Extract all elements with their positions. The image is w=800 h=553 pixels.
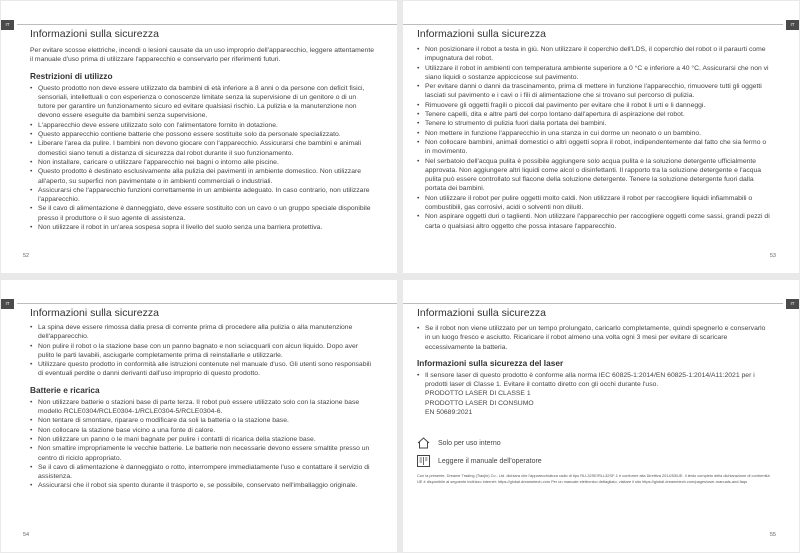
page-54 — [1, 280, 397, 552]
section-heading: Batterie e ricarica — [30, 384, 100, 395]
list-item: • Questo apparecchio contiene batterie che possono essere sostituite solo da personale specializzato. — [30, 130, 375, 139]
page-title: Informazioni sulla sicurezza — [30, 28, 159, 40]
list-item: • Tenere capelli, dita e altre parti del corpo lontano dall'apertura di aspirazione del robot. — [417, 110, 772, 119]
list-item: • Questo prodotto non deve essere utilizzato da bambini di età inferiore a 8 anni o da persone con deficit fisici, sensoriali, intellettuali o con esperienza o conoscenze limitate senza la supervisione di un genitore o di un tutore per garantire un funzionamento sicuro ed evitare qualsiasi rischio. La pulizia e la manutenzione non devono essere eseguite da bambini senza supervisione. — [30, 84, 375, 121]
page-body — [30, 323, 375, 491]
section-heading: Restrizioni di utilizzo — [30, 70, 113, 81]
page-number: 55 — [769, 532, 776, 538]
section-heading: Informazioni sulla sicurezza del laser — [417, 357, 564, 368]
language-tab: IT — [1, 299, 14, 309]
page-number: 52 — [23, 253, 30, 259]
laser-standard-line: EN 50689:2021 — [425, 409, 473, 417]
bullet-list — [417, 371, 772, 390]
list-item: • Non installare, caricare o utilizzare l'apparecchio nei bagni o intorno alle piscine. — [30, 158, 375, 167]
page-body — [30, 46, 375, 232]
list-item: • Non collocare bambini, animali domestici o altri oggetti sopra il robot, indipendentemente dal fatto che sia fermo o in movimento. — [417, 138, 772, 157]
laser-consumer-line: PRODOTTO LASER DI CONSUMO — [425, 399, 534, 407]
list-item: • Non smaltire impropriamente le vecchie batterie. Le batterie non necessarie devono essere smaltite presso un centro di riciclo appropriato. — [30, 444, 375, 463]
page-number: 53 — [769, 253, 776, 259]
laser-class-line: PRODOTTO LASER DI CLASSE 1 — [425, 390, 531, 398]
language-tab: IT — [1, 20, 14, 30]
list-item: • Rimuovere gli oggetti fragili o piccoli dal pavimento per evitare che il robot li urti e li danneggi. — [417, 101, 772, 110]
page-title: Informazioni sulla sicurezza — [417, 28, 546, 40]
language-tab: IT — [786, 20, 799, 30]
list-item: • Non posizionare il robot a testa in giù. Non utilizzare il coperchio dell'LDS, il coperchio del robot o il paraurti come impugnatura del robot. — [417, 45, 772, 64]
language-tab: IT — [786, 299, 799, 309]
header-rule — [17, 24, 397, 25]
bullet-list — [417, 324, 772, 352]
list-item: • Nel serbatoio dell'acqua pulita è possibile aggiungere solo acqua pulita e la soluzione detergente ufficialmente approvata. Non aggiungere altri liquidi come alcol o disinfettanti. Il rapporto tra la soluzione detergente e l'acqua pulita può essere controllato sul flacone della soluzione detergente. Tenere la soluzione detergente fuori dalla portata dei bambini. — [417, 157, 772, 194]
list-item: • L'apparecchio deve essere utilizzato solo con l'alimentatore fornito in dotazione. — [30, 121, 375, 130]
list-item: • Se il cavo di alimentazione è danneggiato, deve essere sostituito con un cavo o un gruppo speciale disponibile presso il produttore o il suo agente di assistenza. — [30, 204, 375, 223]
list-item: • Non tentare di smontare, riparare o modificare da soli la batteria o la stazione base. — [30, 416, 375, 425]
page-body — [417, 45, 772, 231]
list-item: • Non utilizzare il robot in un'area sospesa sopra il livello del suolo senza una barriera protettiva. — [30, 223, 375, 232]
indoor-use-label: Solo per uso interno — [438, 439, 501, 447]
list-item: • Questo prodotto è destinato esclusivamente alla pulizia dei pavimenti in ambiente domestico. Non utilizzare all'aperto, su superfici non pavimentate o in ambienti commerciali o industriali. — [30, 167, 375, 186]
list-item: • Assicurarsi che l'apparecchio funzioni correttamente in un ambiente adeguato. In caso contrario, non utilizzare l'apparecchio. — [30, 186, 375, 205]
list-item: • Per evitare danni o danni da trascinamento, prima di mettere in funzione l'apparecchio, rimuovere tutti gli oggetti lasciati sul pavimento e i cavi o i fili di alimentazione che si trovano sul percorso di pulizia. — [417, 82, 772, 101]
page-title: Informazioni sulla sicurezza — [30, 307, 159, 319]
list-item: • Non mettere in funzione l'apparecchio in una stanza in cui dorme un neonato o un bambino. — [417, 129, 772, 138]
read-manual-row — [417, 455, 772, 467]
page-52 — [1, 1, 397, 273]
list-item: • Assicurarsi che il robot sia spento durante il trasporto e, se possibile, conservato nell'imballaggio originale. — [30, 481, 375, 490]
list-item: • Se il robot non viene utilizzato per un tempo prolungato, caricarlo completamente, quindi spegnerlo e conservarlo in un luogo fresco e asciutto. Ricaricare il robot almeno una volta ogni 3 mesi per evitare di scaricare eccessivamente la batteria. — [417, 324, 772, 352]
list-item: • Utilizzare il robot in ambienti con temperatura ambiente superiore a 0 °C e inferiore a 40 °C. Assicurarsi che non vi siano liquidi o sostanze appiccicose sul pavimento. — [417, 64, 772, 83]
list-item: • Liberare l'area da pulire. I bambini non devono giocare con l'apparecchio. Assicurarsi che bambini e animali domestici siano tenuti a distanza di sicurezza dal robot durante il suo funzionamento. — [30, 139, 375, 158]
page-title: Informazioni sulla sicurezza — [417, 307, 546, 319]
list-item: • Il sensore laser di questo prodotto è conforme alla norma IEC 60825-1:2014/EN 60825-1:2014/A11:2021 per i prodotti laser di Classe 1. Evitare il contatto diretto con gli occhi durante l'uso. — [417, 371, 772, 390]
header-rule — [17, 303, 397, 304]
bullet-list — [30, 323, 375, 379]
list-item: • Utilizzare questo prodotto in conformità alle istruzioni contenute nel manuale d'uso. Gli utenti sono responsabili di eventuali perdite o danni derivanti dall'uso improprio di questo prodotto. — [30, 360, 375, 379]
page-number: 54 — [23, 532, 30, 538]
header-rule — [403, 303, 783, 304]
list-item: • Non aspirare oggetti duri o taglienti. Non utilizzare l'apparecchio per raccogliere oggetti come sassi, grandi pezzi di carta o qualsiasi altro oggetto che possa intasare l'apparecchio. — [417, 212, 772, 231]
list-item: • La spina deve essere rimossa dalla presa di corrente prima di procedere alla pulizia o alla manutenzione dell'apparecchio. — [30, 323, 375, 342]
list-item: • Non utilizzare batterie o stazioni base di parte terza. Il robot può essere utilizzato solo con la stazione base modello RCLE0304/RCLE0304-1/RCLE0304-5/RCLE0304-6. — [30, 398, 375, 417]
legal-notice: Con la presente, Dreame Trading (Tianjin) Co., Ltd. dichiara che l'apparecchiatura radio di tipo RLL32SE/RLL32SF-1 è conforme alla Direttiva 2014/53/UE. Il testo completo della dichiarazione di conformità UE è disponibile al seguente indirizzo internet: https://global.dreametech.com Per un manuale elettronico dettagliato, visitare il sito https://global.dreametech.com/pages/user-manuals-and-faqs — [417, 473, 770, 484]
header-rule — [403, 24, 783, 25]
read-manual-label: Leggere il manuale dell'operatore — [438, 457, 542, 465]
book-icon — [417, 455, 430, 467]
list-item: • Non utilizzare il robot per pulire oggetti molto caldi. Non utilizzare il robot per raccogliere liquidi infiammabili o combustibili, gas corrosivi, acidi o solventi non diluiti. — [417, 194, 772, 213]
bullet-list — [30, 84, 375, 233]
list-item: • Non collocare la stazione base vicino a una fonte di calore. — [30, 426, 375, 435]
list-item: • Tenere lo strumento di pulizia fuori dalla portata dei bambini. — [417, 119, 772, 128]
page-53 — [403, 1, 799, 273]
bullet-list — [30, 398, 375, 491]
list-item: • Non utilizzare un panno o le mani bagnate per pulire i contatti di ricarica della stazione base. — [30, 435, 375, 444]
page-body — [417, 324, 772, 485]
page-55 — [403, 280, 799, 552]
house-icon — [417, 437, 430, 449]
list-item: • Non pulire il robot o la stazione base con un panno bagnato e non sciacquarli con alcun liquido. Dopo aver pulito le parti lavabili, asciugarle completamente prima di reinstallarle e utilizzarle. — [30, 342, 375, 361]
list-item: • Se il cavo di alimentazione è danneggiato o rotto, interrompere immediatamente l'uso e contattare il servizio di assistenza. — [30, 463, 375, 482]
bullet-list — [417, 45, 772, 231]
intro-paragraph: Per evitare scosse elettriche, incendi o lesioni causate da un uso improprio dell'apparecchio, leggere attentamente il manuale d'uso prima di utilizzare l'apparecchio e conservarlo per riferimenti futuri. — [30, 47, 374, 64]
indoor-use-row — [417, 437, 772, 449]
